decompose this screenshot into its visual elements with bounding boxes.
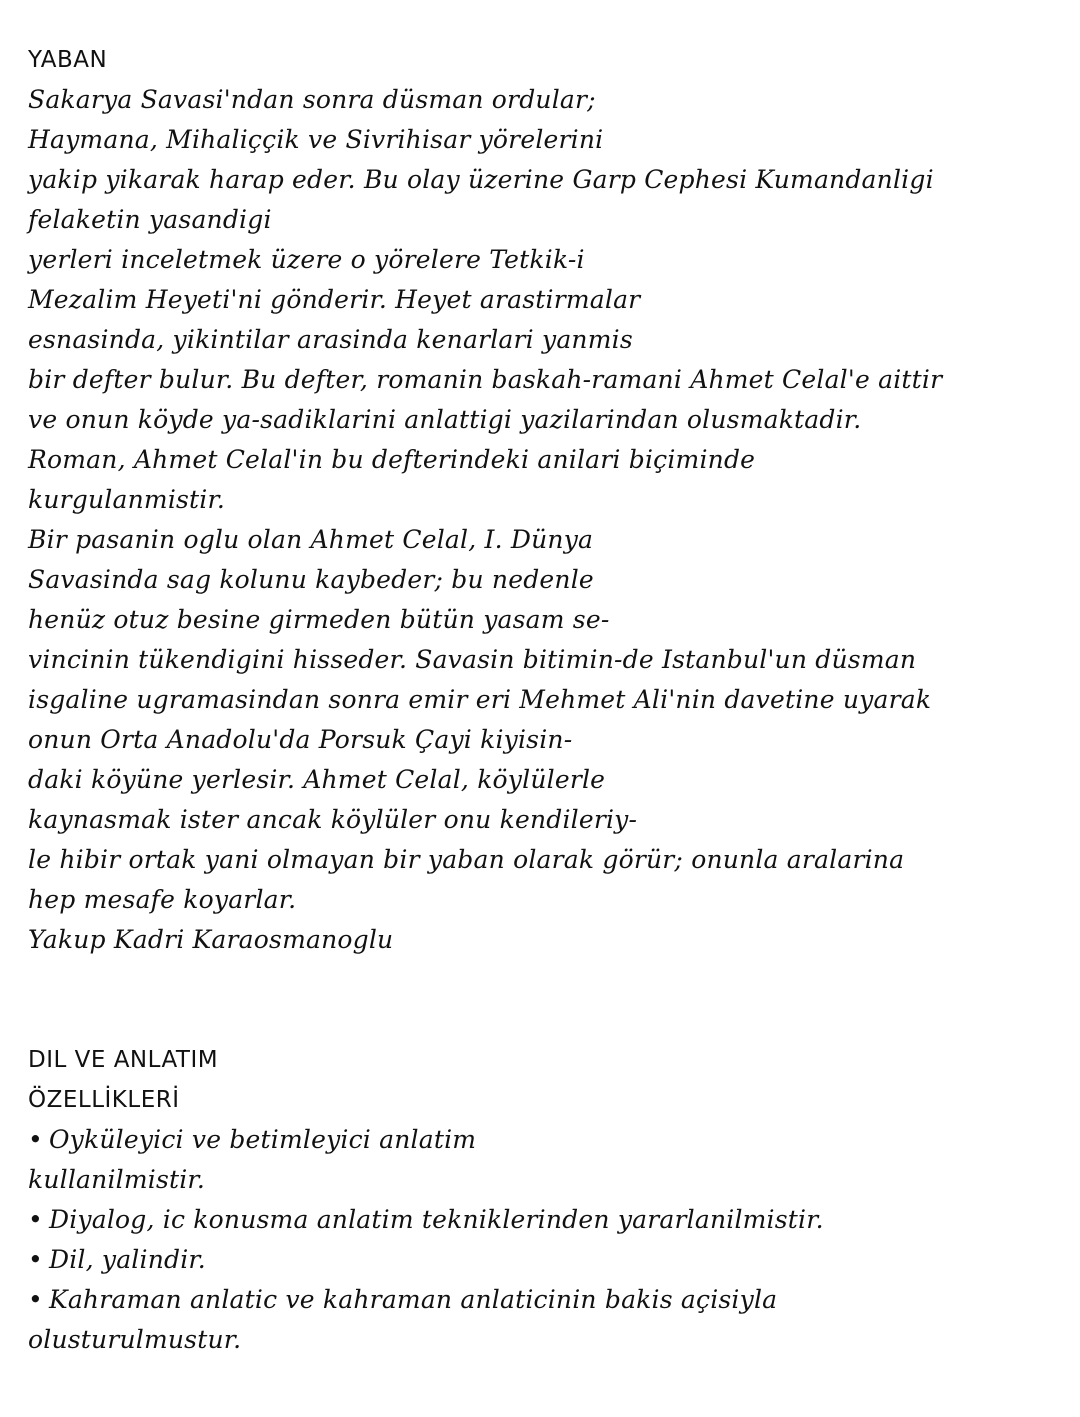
feature-text: Diyalog, ic konusma anlatim tekniklerinden yararlanilmistir. [48,1205,824,1234]
bullet-icon: • [28,1285,43,1314]
summary-line: vincinin tükendigini hisseder. Savasin bitimin-de Istanbul'un düsman [28,645,917,674]
summary-line: Haymana, Mihaliççik ve Sivrihisar yörelerini [28,125,604,154]
summary-line: yakip yikarak harap eder. Bu olay üzerine Garp Cephesi Kumandanligi [28,165,934,194]
summary-line: Roman, Ahmet Celal'in bu defterindeki anilari biçiminde [28,445,756,474]
summary-line: Bir pasanin oglu olan Ahmet Celal, I. Dünya [28,525,594,554]
summary-line: ve onun köyde ya-sadiklarini anlattigi yazilarindan olusmaktadir. [28,405,862,434]
summary-line: daki köyüne yerlesir. Ahmet Celal, köylülerle [28,765,606,794]
feature-item [28,1244,206,1276]
summary-line: felaketin yasandigi [28,205,272,234]
summary-line: isgaline ugramasindan sonra emir eri Mehmet Ali'nin davetine uyarak [28,685,932,714]
features-heading: DIL VE ANLATIM [28,1047,219,1073]
bullet-icon: • [28,1245,43,1274]
feature-item [28,1284,777,1316]
feature-text: Dil, yalindir. [48,1245,206,1274]
summary-line: kaynasmak ister ancak köylüler onu kendileriy- [28,805,638,834]
summary-line: esnasinda, yikintilar arasinda kenarlari yanmis [28,325,633,354]
summary-line: yerleri inceletmek üzere o yörelere Tetkik-i [28,245,585,274]
summary-line: onun Orta Anadolu'da Porsuk Çayi kiyisin- [28,725,573,754]
feature-item-continued: olusturulmustur. [28,1325,242,1354]
summary-line: Mezalim Heyeti'ni gönderir. Heyet arastirmalar [28,285,641,314]
feature-text: Oykülеyici ve betimleyici anlatim [48,1125,477,1154]
author-name: Yakup Kadri Karaosmanoglu [28,925,394,954]
feature-item [28,1204,824,1236]
feature-item [28,1124,476,1156]
note-title: YABAN [28,47,108,73]
summary-line: henüz otuz besine girmeden bütün yasam se- [28,605,610,634]
feature-item-continued: kullanilmistir. [28,1165,205,1194]
summary-line: kurgulanmistir. [28,485,226,514]
summary-line: Sakarya Savasi'ndan sonra düsman ordular; [28,85,596,114]
bullet-icon: • [28,1125,43,1154]
summary-line: le hibir ortak yani olmayan bir yaban olarak görür; onunla aralarina [28,845,905,874]
features-heading: ÖZELLİKLERİ [28,1087,180,1113]
feature-text: Kahraman anlatic ve kahraman anlaticinin bakis açisiyla [48,1285,778,1314]
summary-line: Savasinda sag kolunu kaybeder; bu nedenle [28,565,594,594]
summary-line: hep mesafe koyarlar. [28,885,297,914]
bullet-icon: • [28,1205,43,1234]
summary-line: bir defter bulur. Bu defter, romanin baskah-ramani Ahmet Celal'e aittir [28,365,943,394]
